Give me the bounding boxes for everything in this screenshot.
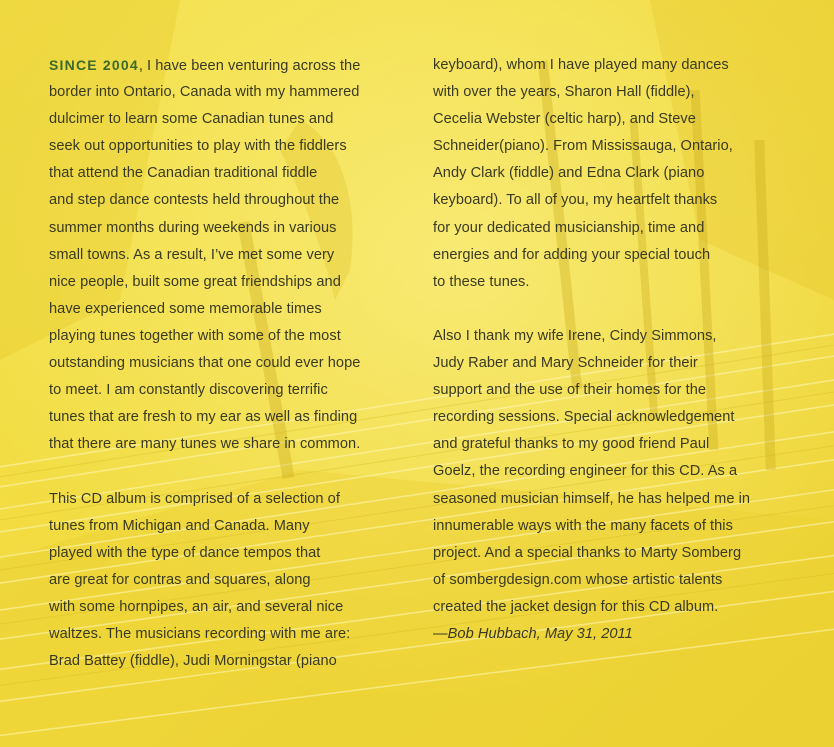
text-line: dulcimer to learn some Canadian tunes and	[49, 111, 334, 128]
text-line: small towns. As a result, I’ve met some very	[49, 246, 335, 263]
text-line: playing tunes together with some of the most	[49, 327, 341, 344]
text-line: energies and for adding your special touch	[433, 246, 711, 263]
text-line: with some hornpipes, an air, and several nice	[49, 598, 344, 615]
text-line: project. And a special thanks to Marty Somberg	[433, 544, 742, 561]
text-line: keyboard). To all of you, my heartfelt thanks	[433, 192, 718, 209]
lead-in-heading: SINCE 2004	[49, 57, 139, 73]
right-column	[433, 52, 783, 648]
text-line: created the jacket design for this CD album.	[433, 598, 719, 615]
text-line: support and the use of their homes for the	[433, 382, 707, 399]
text-line: Goelz, the recording engineer for this CD. As a	[433, 463, 738, 480]
text-line: and step dance contests held throughout the	[49, 192, 340, 209]
text-line: Also I thank my wife Irene, Cindy Simmons,	[433, 327, 717, 344]
text-line: and grateful thanks to my good friend Paul	[433, 436, 710, 453]
text-line: that there are many tunes we share in common.	[49, 436, 361, 453]
text-line: to these tunes.	[433, 273, 530, 290]
text-line: nice people, built some great friendships and	[49, 273, 341, 290]
text-line: This CD album is comprised of a selection of	[49, 490, 340, 507]
text-line: Andy Clark (fiddle) and Edna Clark (piano	[433, 165, 705, 182]
text-line: for your dedicated musicianship, time and	[433, 219, 705, 236]
text-line: are great for contras and squares, along	[49, 571, 311, 588]
text-line: SINCE 2004, I have been venturing across the	[49, 57, 361, 74]
text-line: to meet. I am constantly discovering terrific	[49, 382, 328, 399]
text-line: played with the type of dance tempos that	[49, 544, 321, 561]
text-line: outstanding musicians that one could ever hope	[49, 355, 361, 372]
text-line: Brad Battey (fiddle), Judi Morningstar (piano	[49, 653, 337, 670]
text-line: that attend the Canadian traditional fiddle	[49, 165, 318, 182]
text-line: tunes from Michigan and Canada. Many	[49, 517, 310, 534]
signature: —Bob Hubbach, May 31, 2011	[433, 625, 633, 642]
text-line: summer months during weekends in various	[49, 219, 337, 236]
text-line: have experienced some memorable times	[49, 300, 322, 317]
text-line: Cecelia Webster (celtic harp), and Steve	[433, 111, 696, 128]
text-line: seek out opportunities to play with the fiddlers	[49, 138, 347, 155]
text-line: seasoned musician himself, he has helped me in	[433, 490, 751, 507]
text-line: keyboard), whom I have played many dances	[433, 57, 729, 73]
text-line: Schneider(piano). From Mississauga, Ontario,	[433, 138, 733, 155]
text-line: with over the years, Sharon Hall (fiddle),	[433, 84, 695, 101]
text-line: Judy Raber and Mary Schneider for their	[433, 355, 698, 372]
text-line: of sombergdesign.com whose artistic talents	[433, 571, 723, 588]
paragraph-gap	[49, 458, 399, 485]
text-line: innumerable ways with the many facets of this	[433, 517, 733, 534]
text-line: tunes that are fresh to my ear as well as finding	[49, 409, 358, 426]
text-line: border into Ontario, Canada with my hammered	[49, 84, 360, 101]
text-line: recording sessions. Special acknowledgement	[433, 409, 735, 426]
text-line: waltzes. The musicians recording with me are:	[49, 625, 351, 642]
left-column	[49, 52, 399, 675]
paragraph-gap	[433, 296, 783, 323]
